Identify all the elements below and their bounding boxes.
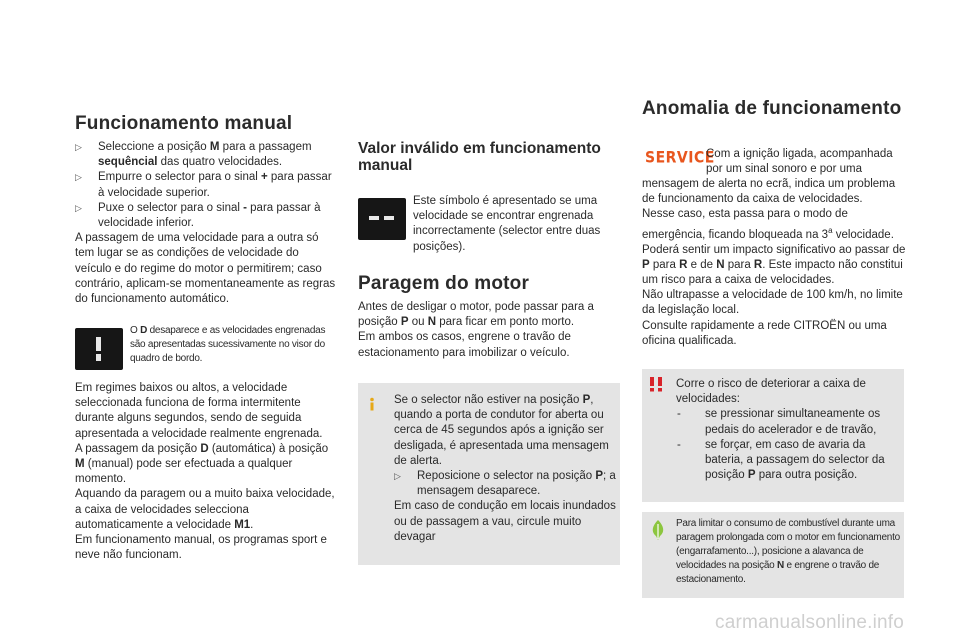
paragraph: Não ultrapasse a velocidade de 100 km/h, no limite da legislação local. <box>642 289 903 317</box>
display-note: O D desaparece e as velocidades engrenadas são apresentadas sucessivamente no visor do quadro de bordo. <box>130 325 326 364</box>
warning-item: - se forçar, em caso de avaria da bateria, a passagem do selector da posição P para outra posição. <box>677 438 885 482</box>
paragraph: Em funcionamento manual, os programas sport e neve não funcionam. <box>75 534 327 562</box>
middle-title: Valor inválido em funcionamento manual <box>358 140 601 174</box>
warning-text <box>676 377 898 483</box>
service-warning-icon: SERVICE <box>645 148 715 168</box>
paragraph: Consulte rapidamente a rede CITROËN ou uma oficina qualificada. <box>642 319 887 347</box>
bullet-item: ▷ Seleccione a posição M para a passagem sequêncial das quatro velocidades. <box>75 141 312 169</box>
warning-title: Corre o risco de deteriorar a caixa de velocidades: <box>676 378 866 406</box>
bullet-item: ▷ Puxe o selector para o sinal - para passar à velocidade inferior. <box>75 201 321 230</box>
paragraph: Antes de desligar o motor, pode passar para a posição P ou N para ficar em ponto morto. <box>358 301 594 329</box>
left-body <box>75 381 337 563</box>
gear-indicator-icon <box>75 328 123 370</box>
engine-stop-title: Paragem do motor <box>358 273 530 294</box>
paragraph: Se o selector não estiver na posição P, quando a porta de condutor for aberta ou cerca de 45 segundos após a ignição ser desligada, é apresentada uma mensagem de alerta. <box>394 394 609 467</box>
warning-item: - se pressionar simultaneamente os pedais do acelerador e de travão, <box>677 408 881 436</box>
info-panel <box>358 383 620 565</box>
watermark: carmanualsonline.info <box>715 612 905 633</box>
bullet-marker-icon: ▷ <box>394 471 401 482</box>
bullet-item: ▷ Reposicione o selector na posição P; a mensagem desaparece. <box>394 470 616 498</box>
info-icon <box>366 397 378 411</box>
invalid-text: Este símbolo é apresentado se uma velocidade se encontrar engrenada incorrectamente (selector entre duas posições). <box>413 195 601 253</box>
info-text <box>394 393 616 545</box>
paragraph: mensagem de alerta no ecrã, indica um problema de funcionamento da caixa de velocidades. <box>642 178 896 206</box>
bullet-marker-icon: ▷ <box>75 142 82 152</box>
paragraph: A passagem de uma velocidade para a outra só tem lugar se as condições de velocidade do veículo e do regime do motor o permitirem; caso contrário, aplicam-se momentaneamente as regras do funcionamento automático. <box>75 232 336 306</box>
invalid-gear-icon <box>358 198 406 240</box>
warning-panel <box>642 369 904 502</box>
left-title: Funcionamento manual <box>75 113 293 134</box>
paragraph: Aquando da paragem ou a muito baixa velocidade, a caixa de velocidades selecciona automaticamente a velocidade M1. <box>75 488 335 531</box>
right-body <box>642 177 906 349</box>
paragraph: Nesse caso, esta passa para o modo de emergência, ficando bloqueada na 3$^a$ velocidade. Poderá sentir um impacto significativo ao passar de P para R e de N para R. Este impacto não constitui um risco para a caixa de velocidades. <box>642 208 906 287</box>
middle-body <box>358 300 620 361</box>
paragraph: Em ambos os casos, engrene o travão de estacionamento para imobilizar o veículo. <box>358 331 571 359</box>
paragraph: Em regimes baixos ou altos, a velocidade seleccionada funciona de forma intermitente durante alguns segundos, sendo de seguida apresentada a velocidade realmente engrenada. <box>75 382 323 440</box>
paragraph: Em caso de condução em locais inundados ou de passagem a vau, circule muito devagar <box>394 500 616 543</box>
left-bullets <box>75 140 337 307</box>
bullet-marker-icon: ▷ <box>75 202 82 213</box>
eco-panel <box>642 512 904 598</box>
paragraph: A passagem da posição D (automática) à posição M (manual) pode ser efectuada a qualquer momento. <box>75 442 329 486</box>
warning-icon <box>646 375 668 395</box>
right-title: Anomalia de funcionamento <box>642 98 902 119</box>
leaf-icon <box>649 519 667 541</box>
bullet-item: ▷ Empurre o selector para o sinal + para passar à velocidade superior. <box>75 171 332 199</box>
eco-text: Para limitar o consumo de combustível durante uma paragem prolongada com o motor em funcionamento (engarrafamento...), posicione a alavanca de velocidades na posição N e engrene o travão de estacionamento. <box>676 518 900 585</box>
service-text-intro: Com a ignição ligada, acompanhada por um sinal sonoro e por uma <box>706 148 893 176</box>
bullet-marker-icon: ▷ <box>75 172 82 183</box>
